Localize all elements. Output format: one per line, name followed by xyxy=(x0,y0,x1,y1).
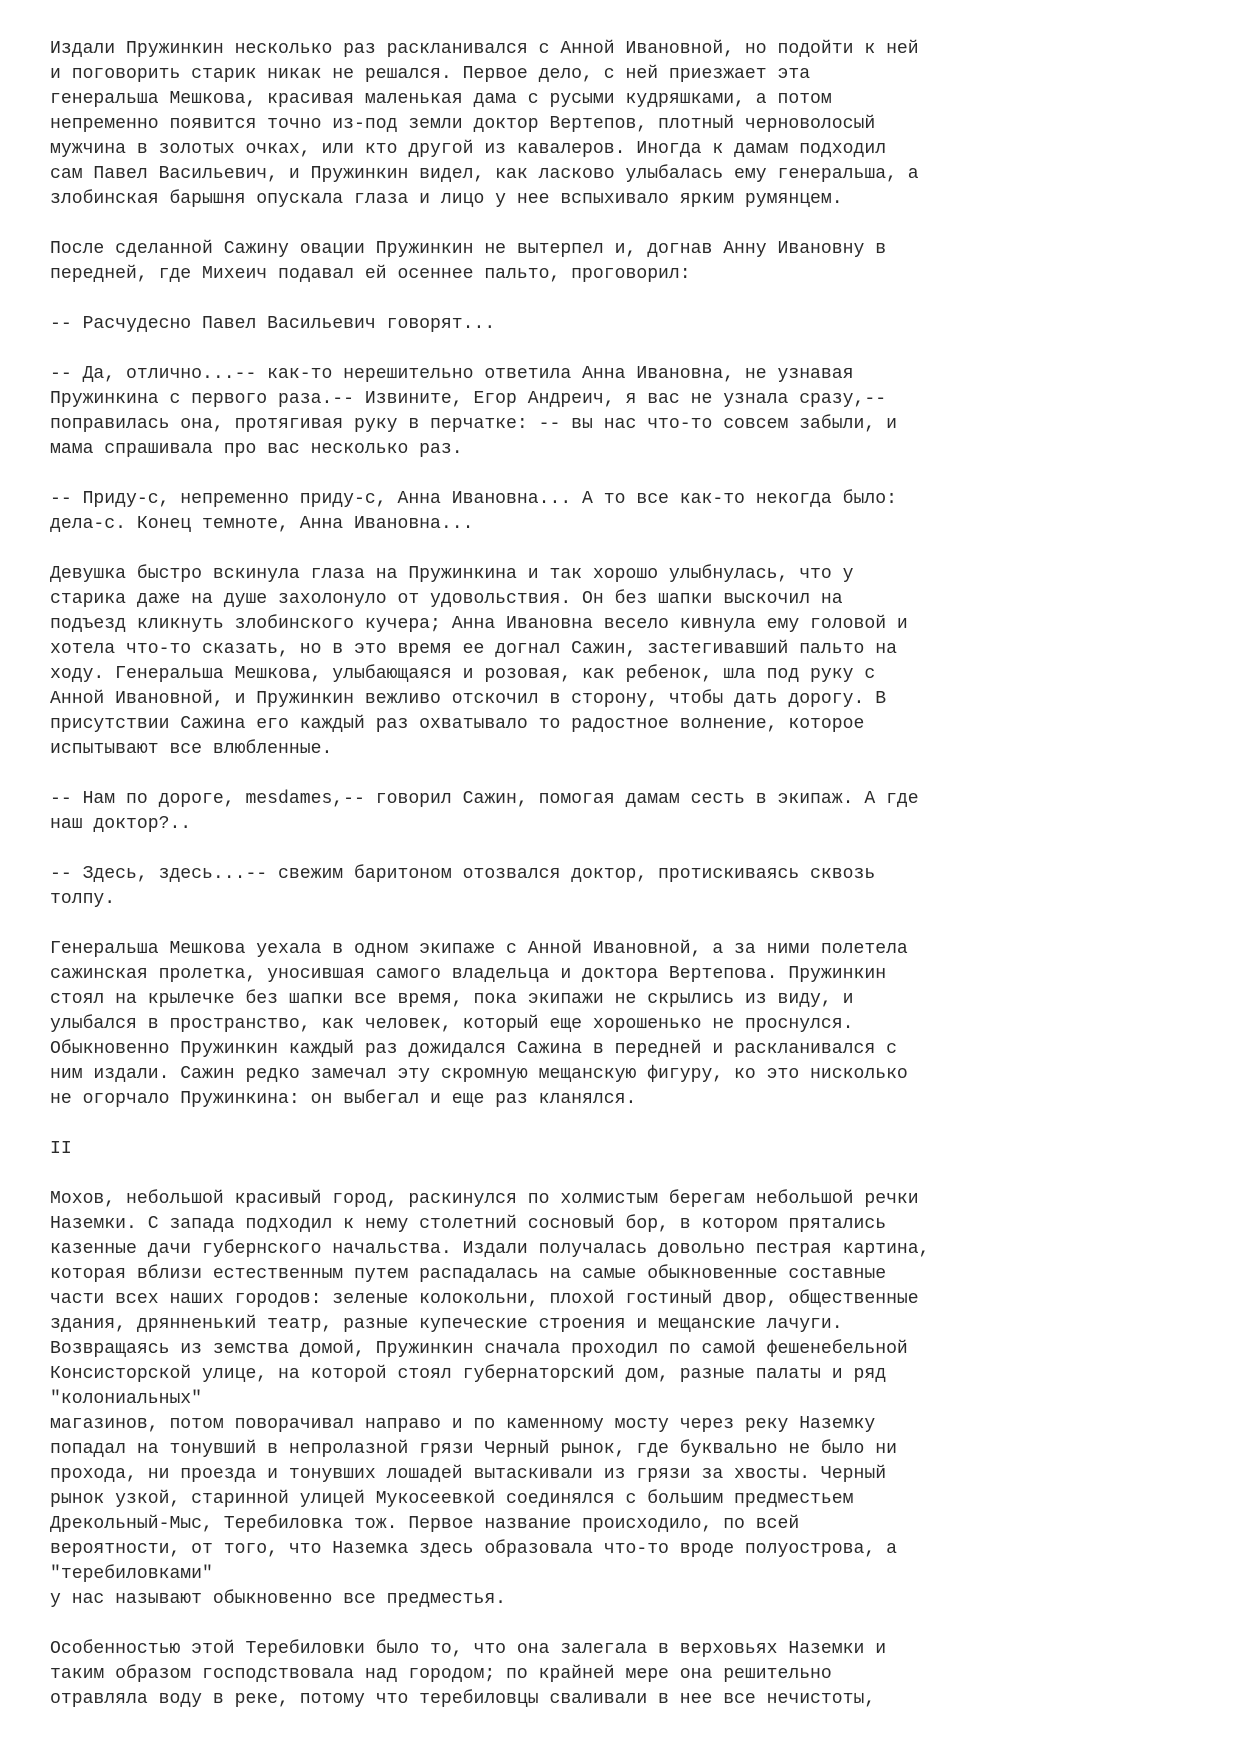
text-line: магазинов, потом поворачивал направо и по каменному мосту через реку Наземку xyxy=(50,1414,876,1434)
text-line: и поговорить старик никак не решался. Первое дело, с ней приезжает эта xyxy=(50,64,811,84)
text-line: вероятности, от того, что Наземка здесь образовала что-то вроде полуострова, а xyxy=(50,1539,897,1559)
text-line: присутствии Сажина его каждый раз охватывало то радостное волнение, которое xyxy=(50,714,865,734)
document-page xyxy=(50,37,1210,1712)
text-line: Анной Ивановной, и Пружинкин вежливо отскочил в сторону, чтобы дать дорогу. В xyxy=(50,689,887,709)
text-line: толпу. xyxy=(50,889,116,909)
blank-line xyxy=(50,912,1210,937)
blank-line xyxy=(50,462,1210,487)
text-line: у нас называют обыкновенно все предместья. xyxy=(50,1589,507,1609)
text-line: Пружинкина с первого раза.-- Извините, Егор Андреич, я вас не узнала сразу,-- xyxy=(50,389,887,409)
text-line: Издали Пружинкин несколько раз раскланивался с Анной Ивановной, но подойти к ней xyxy=(50,39,919,59)
text-line: II xyxy=(50,1139,72,1159)
text-line: ходу. Генеральша Мешкова, улыбающаяся и розовая, как ребенок, шла под руку с xyxy=(50,664,876,684)
blank-line xyxy=(50,287,1210,312)
text-line: передней, где Михеич подавал ей осеннее пальто, проговорил: xyxy=(50,264,691,284)
text-line: Мохов, небольшой красивый город, раскинулся по холмистым берегам небольшой речки xyxy=(50,1189,919,1209)
text-line: -- Здесь, здесь...-- свежим баритоном отозвался доктор, протискиваясь сквозь xyxy=(50,864,876,884)
blank-line xyxy=(50,212,1210,237)
text-line: прохода, ни проезда и тонувших лошадей вытаскивали из грязи за хвосты. Черный xyxy=(50,1464,887,1484)
text-line: -- Расчудесно Павел Васильевич говорят... xyxy=(50,314,496,334)
text-line: улыбался в пространство, как человек, который еще хорошенько не проснулся. xyxy=(50,1014,854,1034)
text-line: здания, дрянненький театр, разные купеческие строения и мещанские лачуги. xyxy=(50,1314,843,1334)
text-line: подъезд кликнуть злобинского кучера; Анна Ивановна весело кивнула ему головой и xyxy=(50,614,908,634)
text-line: дела-с. Конец темноте, Анна Ивановна... xyxy=(50,514,474,534)
text-line: "колониальных" xyxy=(50,1389,203,1409)
text-line: мужчина в золотых очках, или кто другой из кавалеров. Иногда к дамам подходил xyxy=(50,139,887,159)
blank-line xyxy=(50,337,1210,362)
text-line: Особенностью этой Теребиловки было то, что она залегала в верховьях Наземки и xyxy=(50,1639,887,1659)
text-line: непременно появится точно из-под земли доктор Вертепов, плотный черноволосый xyxy=(50,114,876,134)
blank-line xyxy=(50,1612,1210,1637)
text-line: испытывают все влюбленные. xyxy=(50,739,333,759)
text-line: сам Павел Васильевич, и Пружинкин видел, как ласково улыбалась ему генеральша, а xyxy=(50,164,919,184)
text-line: -- Нам по дороге, mesdames,-- говорил Сажин, помогая дамам сесть в экипаж. А где xyxy=(50,789,919,809)
text-line: -- Да, отлично...-- как-то нерешительно ответила Анна Ивановна, не узнавая xyxy=(50,364,854,384)
text-line: попадал на тонувший в непролазной грязи Черный рынок, где буквально не было ни xyxy=(50,1439,897,1459)
text-line: старика даже на душе захолонуло от удовольствия. Он без шапки выскочил на xyxy=(50,589,843,609)
text-line: злобинская барышня опускала глаза и лицо у нее вспыхивало ярким румянцем. xyxy=(50,189,843,209)
text-line: Наземки. С запада подходил к нему столетний сосновый бор, в котором прятались xyxy=(50,1214,887,1234)
text-line: стоял на крылечке без шапки все время, пока экипажи не скрылись из виду, и xyxy=(50,989,854,1009)
text-line: -- Приду-с, непременно приду-с, Анна Ивановна... А то все как-то некогда было: xyxy=(50,489,897,509)
blank-line xyxy=(50,762,1210,787)
text-line: которая вблизи естественным путем распадалась на самые обыкновенные составные xyxy=(50,1264,887,1284)
text-line: не огорчало Пружинкина: он выбегал и еще раз кланялся. xyxy=(50,1089,637,1109)
text-line: таким образом господствовала над городом; по крайней мере она решительно xyxy=(50,1664,832,1684)
text-line: наш доктор?.. xyxy=(50,814,192,834)
text-line: Генеральша Мешкова уехала в одном экипаже с Анной Ивановной, а за ними полетела xyxy=(50,939,908,959)
text-line: поправилась она, протягивая руку в перчатке: -- вы нас что-то совсем забыли, и xyxy=(50,414,897,434)
text-line: части всех наших городов: зеленые колокольни, плохой гостиный двор, общественные xyxy=(50,1289,919,1309)
text-line: Обыкновенно Пружинкин каждый раз дожидался Сажина в передней и раскланивался с xyxy=(50,1039,897,1059)
blank-line xyxy=(50,1112,1210,1137)
text-line: отравляла воду в реке, потому что теребиловцы сваливали в нее все нечистоты, xyxy=(50,1689,876,1709)
text-line: Возвращаясь из земства домой, Пружинкин сначала проходил по самой фешенебельной xyxy=(50,1339,908,1359)
blank-line xyxy=(50,1162,1210,1187)
text-line: хотела что-то сказать, но в это время ее догнал Сажин, застегивавший пальто на xyxy=(50,639,897,659)
text-line: сажинская пролетка, уносившая самого владельца и доктора Вертепова. Пружинкин xyxy=(50,964,887,984)
text-line: Девушка быстро вскинула глаза на Пружинкина и так хорошо улыбнулась, что у xyxy=(50,564,854,584)
text-line: Дрекольный-Мыс, Теребиловка тож. Первое название происходило, по всей xyxy=(50,1514,800,1534)
text-line: Консисторской улице, на которой стоял губернаторский дом, разные палаты и ряд xyxy=(50,1364,887,1384)
text-line: После сделанной Сажину овации Пружинкин не вытерпел и, догнав Анну Ивановну в xyxy=(50,239,887,259)
blank-line xyxy=(50,837,1210,862)
text-line: казенные дачи губернского начальства. Издали получалась довольно пестрая картина, xyxy=(50,1239,930,1259)
text-line: "теребиловками" xyxy=(50,1564,213,1584)
text-line: рынок узкой, старинной улицей Мукосеевкой соединялся с большим предместьем xyxy=(50,1489,854,1509)
text-line: ним издали. Сажин редко замечал эту скромную мещанскую фигуру, ко это нисколько xyxy=(50,1064,908,1084)
blank-line xyxy=(50,537,1210,562)
text-line: генеральша Мешкова, красивая маленькая дама с русыми кудряшками, а потом xyxy=(50,89,832,109)
text-line: мама спрашивала про вас несколько раз. xyxy=(50,439,463,459)
